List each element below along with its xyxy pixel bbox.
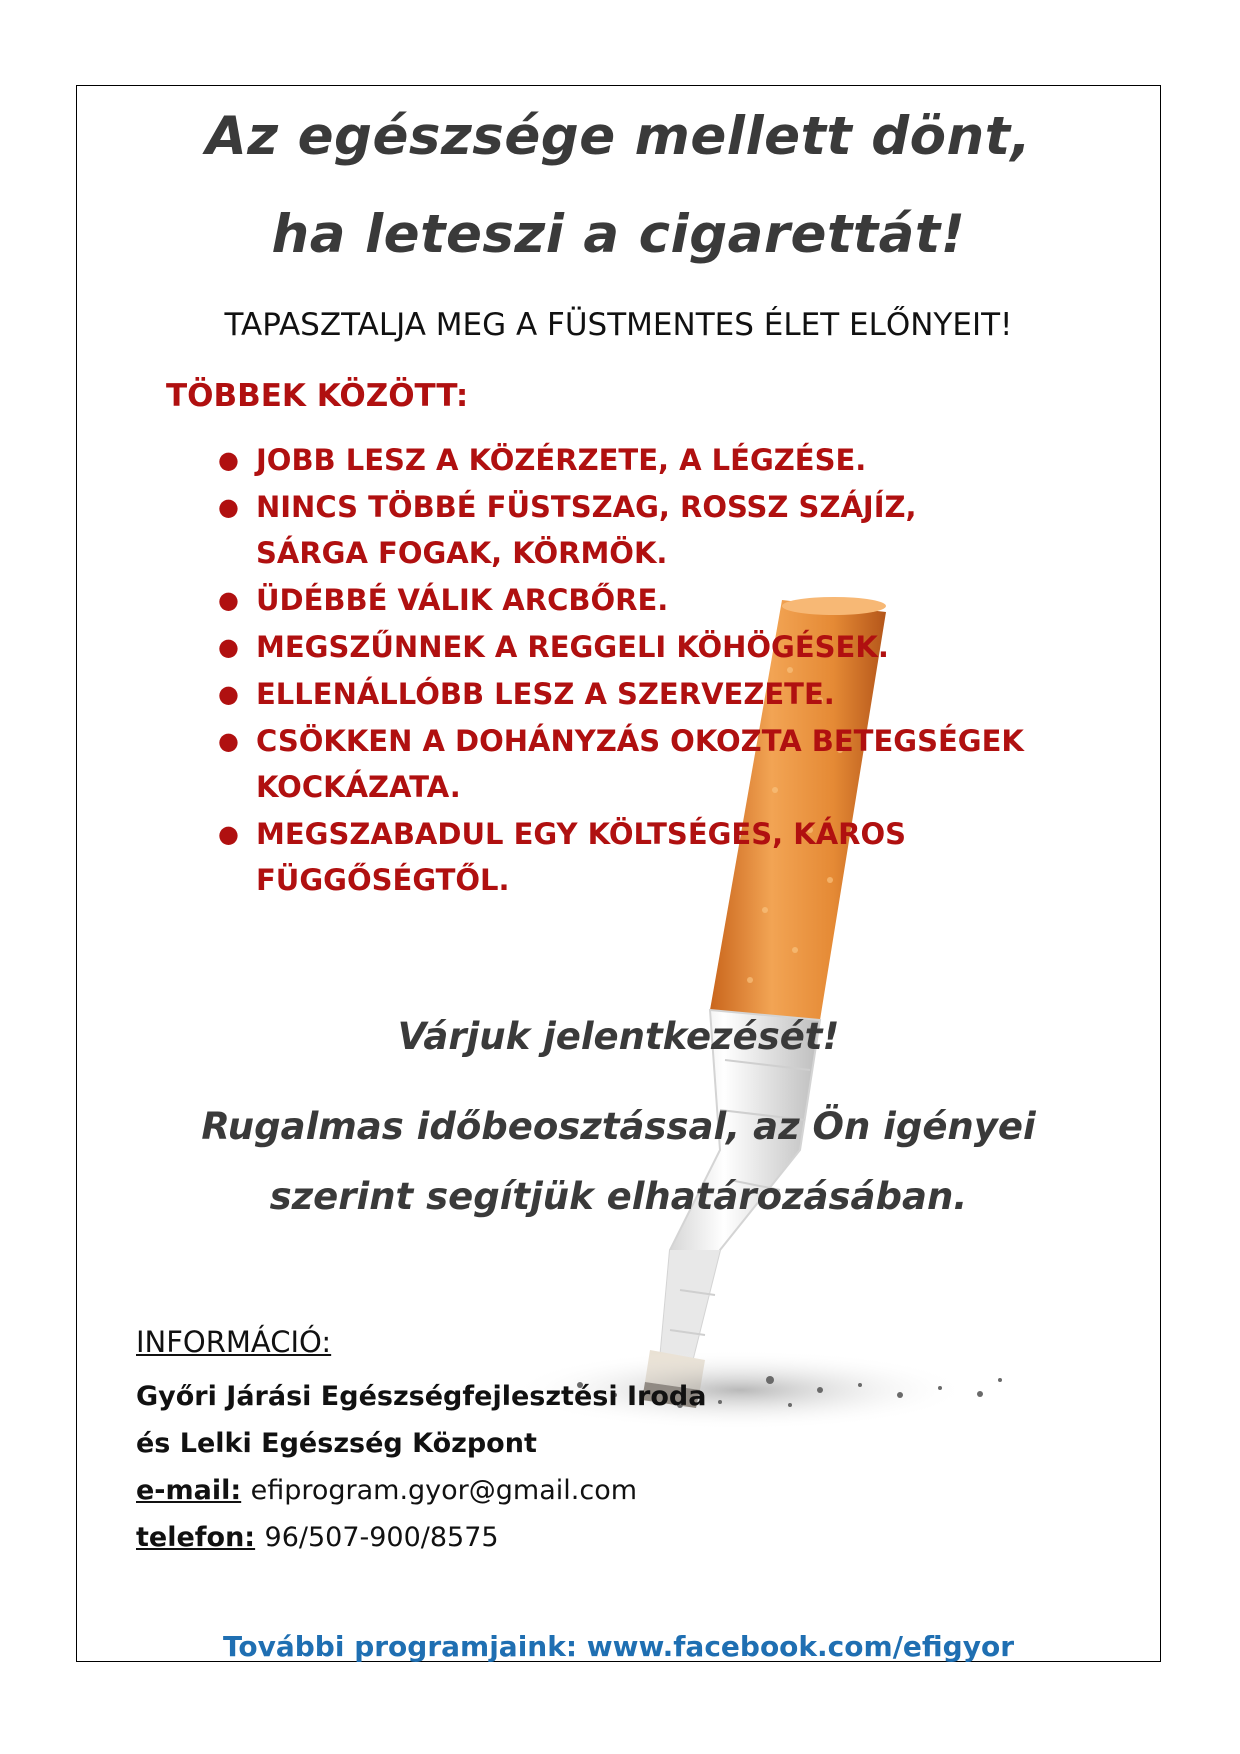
bullet-icon: ● (218, 820, 239, 848)
call-to-action: Várjuk jelentkezését! (397, 1015, 840, 1058)
list-item: ● ÜDÉBBÉ VÁLIK ARCBŐRE. (218, 577, 1038, 623)
bullet-icon: ● (218, 446, 239, 474)
bullet-icon: ● (218, 493, 239, 521)
email-label: e-mail: (136, 1475, 242, 1506)
org-name-line-2: és Lelki Egészség Központ (136, 1428, 537, 1459)
list-item: ● NINCS TÖBBÉ FÜSTSZAG, ROSSZ SZÁJÍZ, SÁRGA FOGAK, KÖRMÖK. (218, 484, 1038, 576)
phone-row (136, 1514, 706, 1561)
list-item: ● ELLENÁLLÓBB LESZ A SZERVEZETE. (218, 671, 1038, 717)
email-row (136, 1467, 706, 1514)
org-name-line-1: Győri Járási Egészségfejlesztési Iroda (136, 1381, 707, 1412)
benefits-heading: TÖBBEK KÖZÖTT: (166, 378, 469, 414)
bullet-icon: ● (218, 727, 239, 755)
list-item: ● MEGSZABADUL EGY KÖLTSÉGES, KÁROS FÜGGŐSÉGTŐL. (218, 811, 1038, 903)
phone-number: 96/507-900/8575 (264, 1522, 499, 1553)
flexible-line-2: szerint segítjük elhatározásában. (269, 1175, 968, 1218)
list-item: ● CSÖKKEN A DOHÁNYZÁS OKOZTA BETEGSÉGEK KOCKÁZATA. (218, 718, 1038, 810)
footer-link[interactable]: További programjaink: www.facebook.com/efigyor (223, 1630, 1014, 1663)
bullet-icon: ● (218, 586, 239, 614)
benefits-list (218, 437, 1038, 904)
list-item: ● MEGSZŰNNEK A REGGELI KÖHÖGÉSEK. (218, 624, 1038, 670)
info-section (136, 1325, 706, 1561)
headline-line-2: ha leteszi a cigarettát! (271, 204, 966, 265)
info-heading: INFORMÁCIÓ: (136, 1325, 332, 1359)
bullet-icon: ● (218, 633, 239, 661)
headline-line-1: Az egészsége mellett dönt, (205, 106, 1032, 167)
subtitle: TAPASZTALJA MEG A FÜSTMENTES ÉLET ELŐNYEIT! (224, 307, 1013, 343)
bullet-icon: ● (218, 680, 239, 708)
flexible-line-1: Rugalmas időbeosztással, az Ön igényei (201, 1105, 1036, 1148)
phone-label: telefon: (136, 1522, 256, 1553)
email-link[interactable]: efiprogram.gyor@gmail.com (250, 1475, 638, 1506)
list-item: ● JOBB LESZ A KÖZÉRZETE, A LÉGZÉSE. (218, 437, 1038, 483)
